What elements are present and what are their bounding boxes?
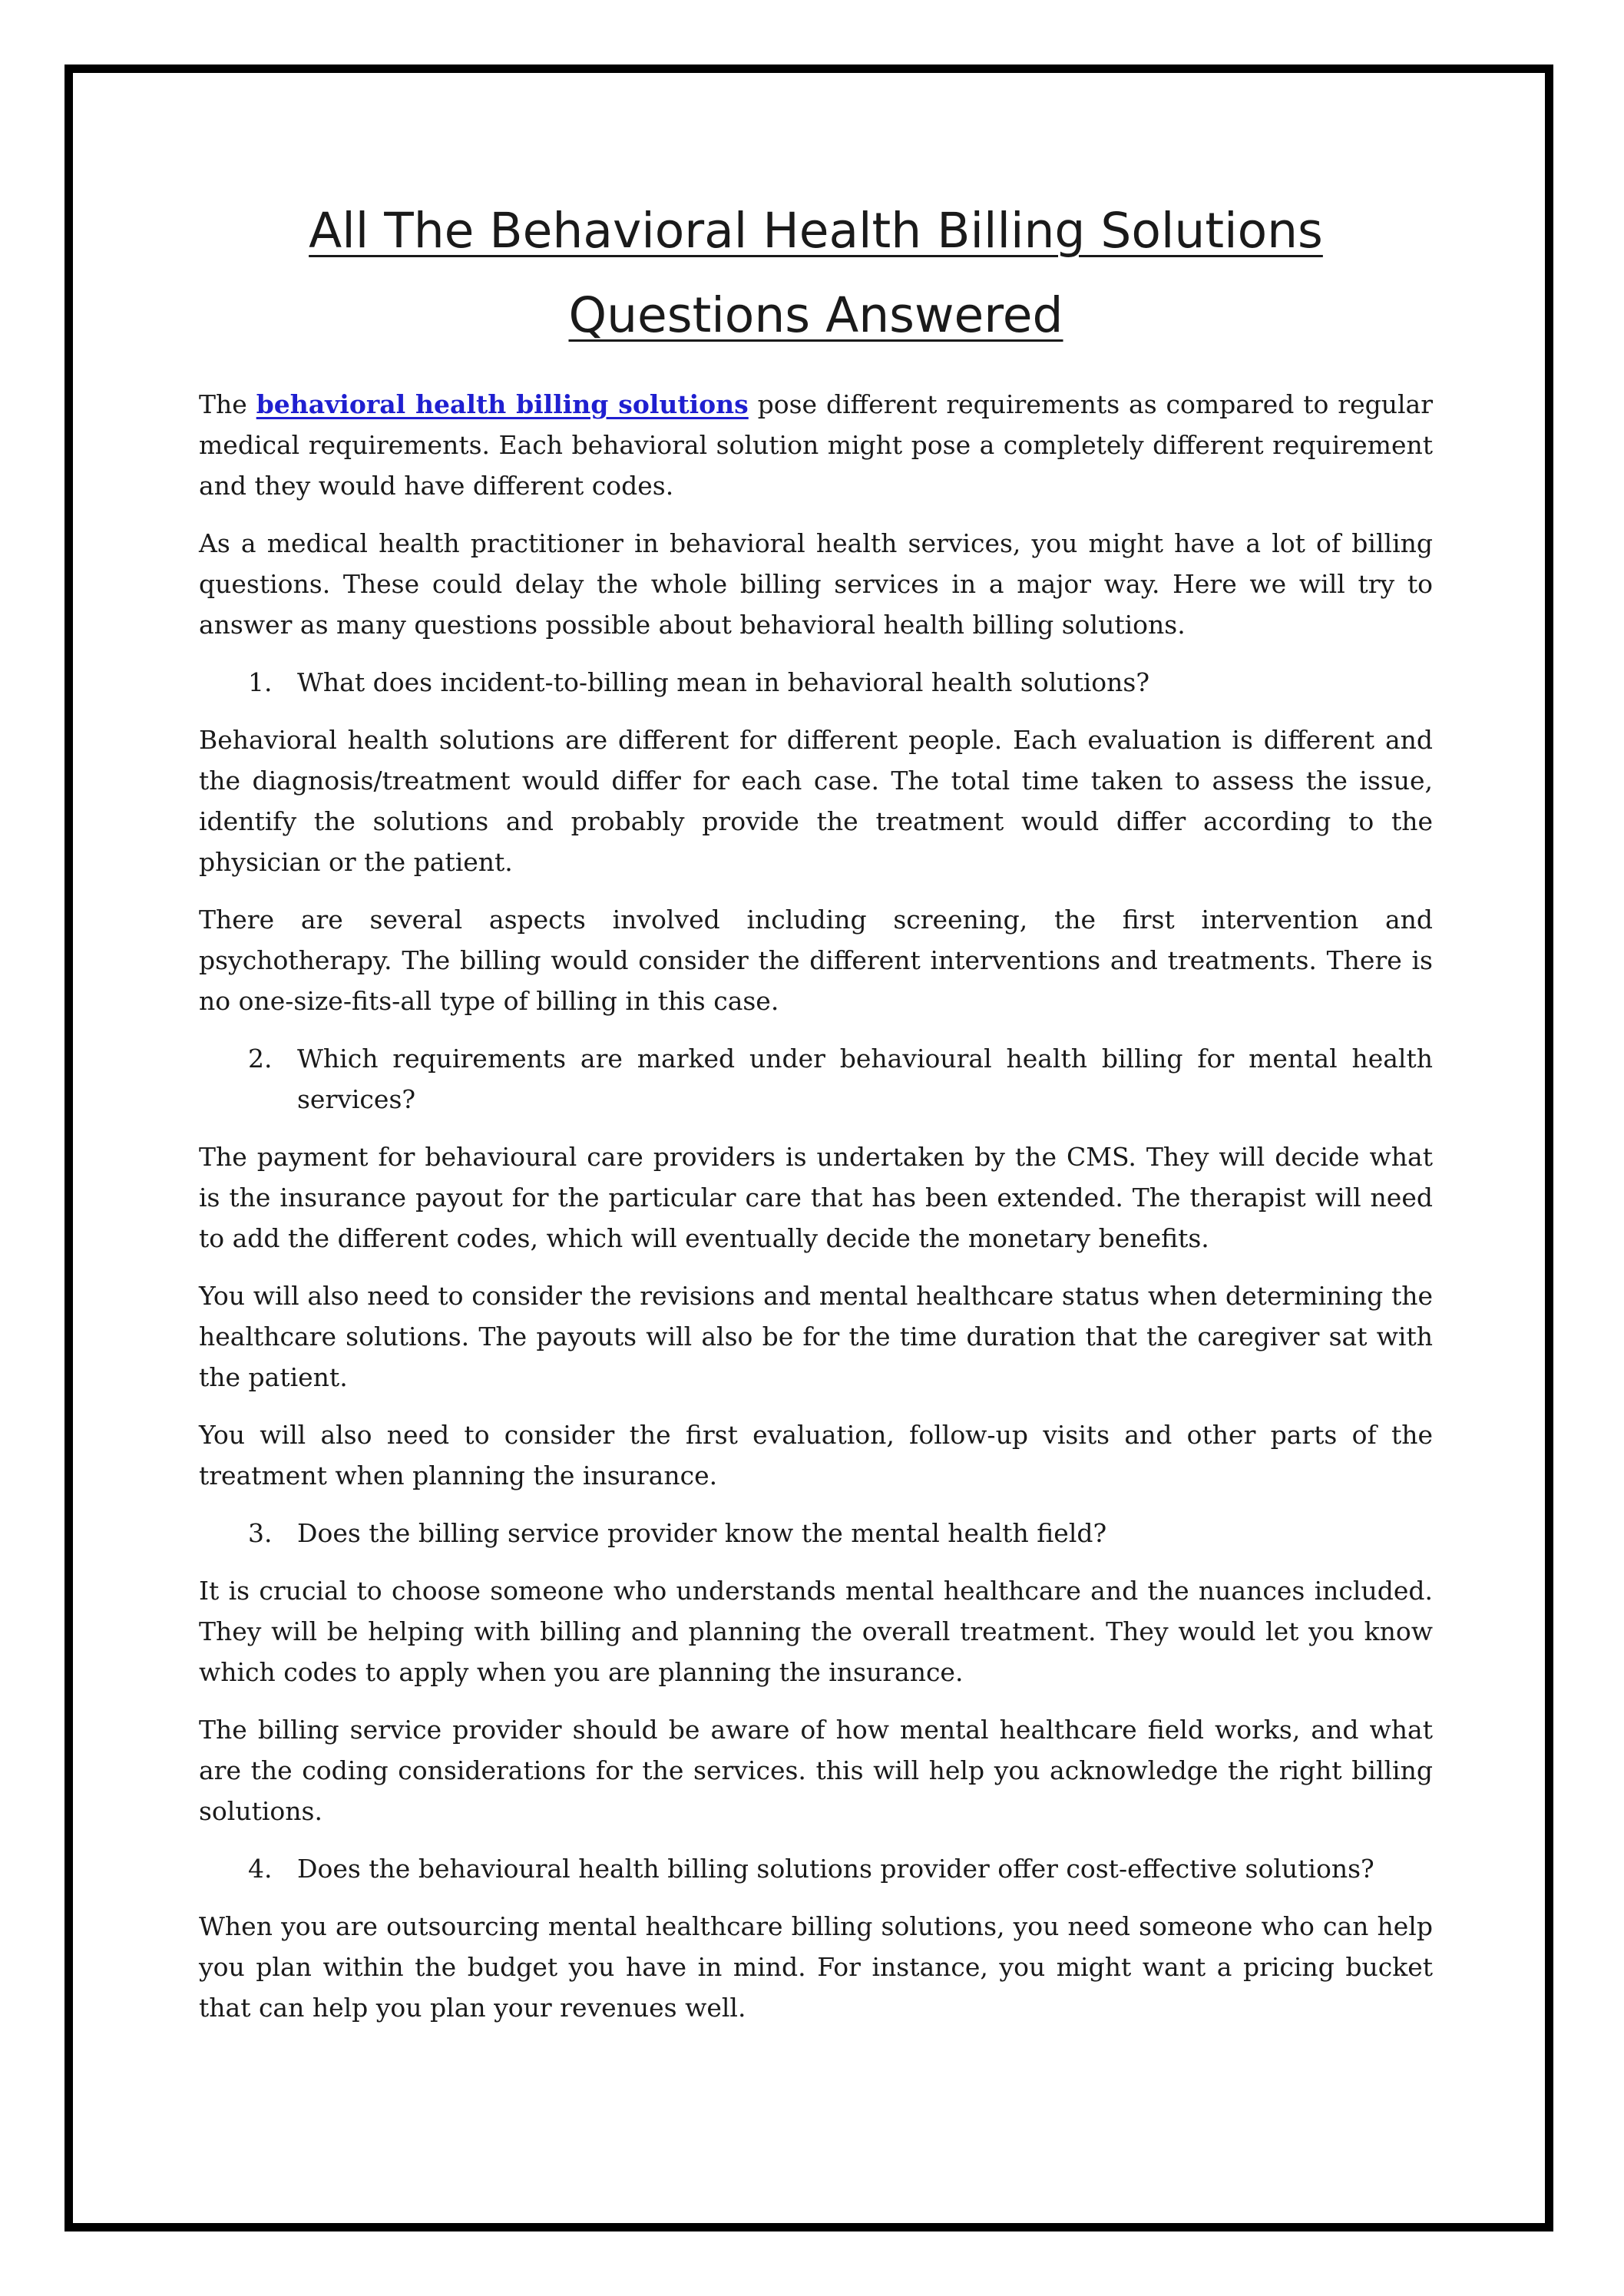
page-title: [199, 189, 1433, 358]
paragraph-5: The payment for behavioural care providers is undertaken by the CMS. They will decide what is the insurance payout for the particular care that has been extended. The therapist will need to add the different codes, which will eventually decide the monetary benefits.: [199, 1142, 1433, 1253]
question-1-number: 1.: [248, 667, 273, 697]
paragraph-6: You will also need to consider the revisions and mental healthcare status when determining the healthcare solutions. The payouts will also be for the time duration that the caregiver sat with the patient.: [199, 1281, 1433, 1392]
question-2: [199, 1038, 1433, 1120]
question-3: [199, 1513, 1433, 1553]
title-line-2: Questions Answered: [568, 287, 1063, 343]
intro-text-start: The: [199, 389, 256, 419]
question-4-number: 4.: [248, 1854, 273, 1884]
question-3-number: 3.: [248, 1518, 273, 1548]
intro-text-end: pose different requirements as compared to regular medical requirements. Each behavioral solution might pose a completely different requirement and they would have different codes.: [199, 389, 1433, 501]
paragraph-8: It is crucial to choose someone who understands mental healthcare and the nuances included. They will be helping with billing and planning the overall treatment. They would let you know which codes to apply when you are planning the insurance.: [199, 1576, 1433, 1687]
paragraph-7: You will also need to consider the first evaluation, follow-up visits and other parts of the treatment when planning the insurance.: [199, 1420, 1433, 1490]
paragraph-10: When you are outsourcing mental healthcare billing solutions, you need someone who can help you plan within the budget you have in mind. For instance, you might want a pricing bucket that can help you plan your revenues well.: [199, 1911, 1433, 2023]
intro-paragraph: [199, 384, 1433, 506]
question-1: [199, 662, 1433, 703]
question-2-number: 2.: [248, 1044, 273, 1074]
question-1-text: What does incident-to-billing mean in behavioral health solutions?: [297, 667, 1150, 697]
paragraph-2: As a medical health practitioner in behavioral health services, you might have a lot of billing questions. These could delay the whole billing services in a major way. Here we will try to answer as many questions possible about behavioral health billing solutions.: [199, 528, 1433, 640]
document-body: [199, 189, 1433, 2045]
question-4: [199, 1848, 1433, 1889]
paragraph-9: The billing service provider should be aware of how mental healthcare field works, and what are the coding considerations for the services. this will help you acknowledge the right billing solutions.: [199, 1715, 1433, 1826]
question-3-text: Does the billing service provider know the mental health field?: [297, 1518, 1107, 1548]
behavioral-health-billing-link[interactable]: behavioral health billing solutions: [256, 389, 749, 419]
paragraph-3: Behavioral health solutions are different for different people. Each evaluation is different and the diagnosis/treatment would differ for each case. The total time taken to assess the issue, identify the solutions and probably provide the treatment would differ according to the physician or the patient.: [199, 725, 1433, 877]
title-line-1: All The Behavioral Health Billing Solutions: [309, 203, 1323, 259]
paragraph-4: There are several aspects involved including screening, the first intervention and psychotherapy. The billing would consider the different interventions and treatments. There is no one-size-fits-all type of billing in this case.: [199, 905, 1433, 1016]
question-2-text: Which requirements are marked under behavioural health billing for mental health services?: [297, 1044, 1433, 1114]
question-4-text: Does the behavioural health billing solutions provider offer cost-effective solutions?: [297, 1854, 1374, 1884]
